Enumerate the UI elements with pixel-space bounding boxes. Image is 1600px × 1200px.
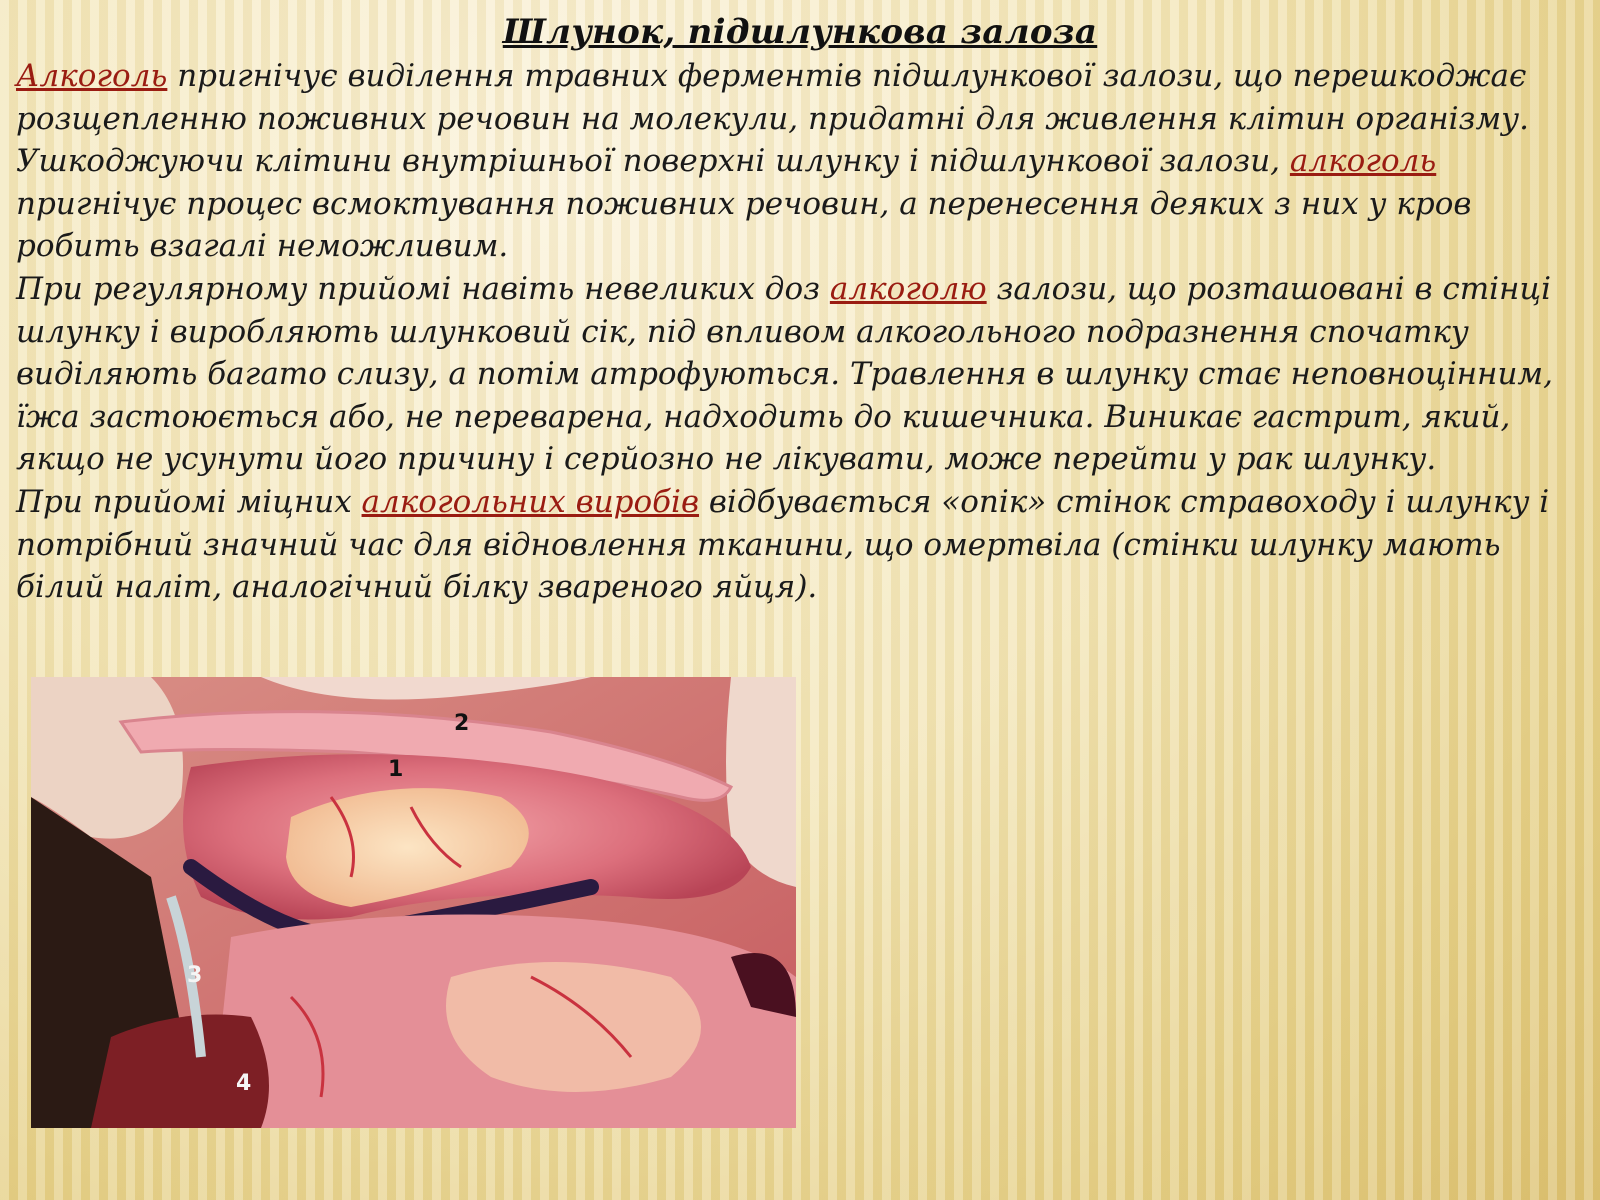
paragraph-1 bbox=[16, 55, 1596, 140]
body-text bbox=[16, 55, 1596, 609]
paragraph-1-text: пригнічує виділення травних ферментів підшлункової залози, що перешкоджає розщепленню поживних речовин на молекули, придатні для живлення клітин організму. bbox=[16, 58, 1529, 137]
photo-illustration bbox=[31, 677, 796, 1128]
paragraph-2 bbox=[16, 140, 1596, 268]
slide-title: Шлунок, підшлункова залоза bbox=[502, 12, 1098, 52]
paragraph-4-text-before: При прийомі міцних bbox=[16, 483, 362, 520]
alcohol-link-1[interactable]: Алкоголь bbox=[16, 58, 168, 94]
paragraph-4 bbox=[16, 481, 1596, 609]
photo-label-2: 2 bbox=[454, 711, 470, 736]
paragraph-3 bbox=[16, 268, 1596, 481]
paragraph-3-text-after: залози, що розташовані в стінці шлунку і виробляють шлунковий сік, під впливом алкогольного подразнення спочатку виділяють багато слизу, а потім атрофуються. Травлення в шлунку стає неповноцінним, їжа застоюється або, не переварена, надходить до кишечника. Виникає гастрит, який, якщо не усунути його причину і серйозно не лікувати, може перейти у рак шлунку. bbox=[16, 270, 1553, 478]
paragraph-3-text-before: При регулярному прийомі навіть невеликих доз bbox=[16, 270, 830, 307]
photo-label-4: 4 bbox=[236, 1071, 252, 1096]
paragraph-2-text-after: пригнічує процес всмоктування поживних речовин, а перенесення деяких з них у кров робить взагалі неможливим. bbox=[16, 185, 1472, 265]
photo-label-1: 1 bbox=[388, 757, 404, 782]
alcohol-products-link[interactable]: алкогольних виробів bbox=[361, 483, 700, 520]
alcohol-link-3[interactable]: алкоголю bbox=[829, 270, 987, 307]
stomach-pancreas-photo bbox=[31, 677, 796, 1128]
paragraph-2-text-before: Ушкоджуючи клітини внутрішньої поверхні шлунку і підшлункової залози, bbox=[16, 143, 1290, 180]
photo-label-3: 3 bbox=[187, 963, 203, 988]
alcohol-link-2[interactable]: алкоголь bbox=[1289, 143, 1437, 180]
paragraph-4-text-after: відбувається «опік» стінок стравоходу і шлунку і потрібний значний час для відновлення тканини, що омертвіла (стінки шлунку мають білий наліт, аналогічний білку звареного яйця). bbox=[16, 483, 1550, 606]
